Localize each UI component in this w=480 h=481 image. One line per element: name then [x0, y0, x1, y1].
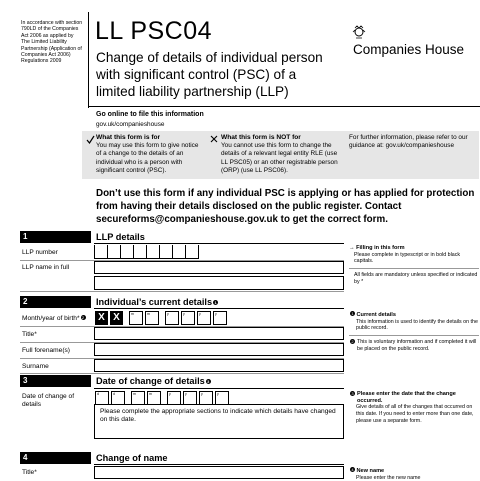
year-digit[interactable]: y: [181, 311, 195, 325]
online-label: Go online to file this information: [96, 111, 204, 118]
filling-note-text: Please complete in typescript or in bold black capitals.: [354, 251, 460, 265]
royal-crest-icon: [352, 25, 366, 40]
divider: [94, 464, 344, 465]
year-digit[interactable]: y: [199, 391, 213, 405]
day-digit[interactable]: d: [111, 391, 125, 405]
voluntary-note-text: This is voluntary information and if completed it will be placed on the public record.: [357, 339, 477, 352]
section-2-title: Individual’s current details 1: [96, 297, 217, 307]
divider: [20, 373, 344, 374]
month-digit[interactable]: m: [145, 311, 159, 325]
further-info: For further information, please refer to our guidance at: gov.uk/companieshouse: [349, 134, 468, 150]
date-change-note-text: Give details of all of the changes that occurred on this date. If you need to enter more than one date, please use a separate form.: [356, 404, 474, 424]
day-masked-2: X: [110, 311, 123, 325]
current-details-note-text: This information is used to identify the details on the public record.: [356, 318, 478, 332]
day-masked-1: X: [95, 311, 108, 325]
for-text: You may use this form to give notice of a change to the details of an individual who is a person with significant control (PSC).: [96, 142, 199, 175]
divider: [88, 106, 480, 107]
new-name-note: 4 New name Please enter the new name: [349, 467, 479, 481]
online-link[interactable]: gov.uk/companieshouse: [96, 121, 165, 128]
year-digit[interactable]: y: [167, 391, 181, 405]
year-digit[interactable]: y: [213, 311, 227, 325]
form-code: LL PSC04: [95, 17, 213, 45]
not-for-text: You cannot use this form to change the details of a relevant legal entity RLE (use LL PSC05) or an other registrable person (ORP) (use LL PSC06).: [221, 142, 338, 175]
for-title: What this form is for: [96, 134, 161, 141]
companies-house-logo: Companies House: [353, 42, 465, 57]
new-name-note-text: Please enter the new name: [356, 474, 421, 481]
forenames-input[interactable]: [94, 343, 344, 356]
filling-note-title: Filling in this form: [356, 245, 405, 251]
llp-number-label: LLP number: [22, 249, 58, 256]
checkmark-icon: [86, 135, 95, 144]
divider: [20, 291, 344, 292]
llp-name-label: LLP name in full: [22, 264, 70, 271]
date-of-change-input[interactable]: [95, 391, 229, 405]
month-year-label: Month/year of birth* 2: [22, 315, 85, 322]
forenames-label: Full forename(s): [22, 347, 71, 354]
llp-number-input[interactable]: [94, 245, 199, 259]
new-name-note-title: New name: [356, 468, 385, 474]
cross-icon: [210, 135, 218, 143]
divider: [94, 308, 344, 309]
month-year-input[interactable]: [95, 311, 227, 325]
section-3-number: 3: [20, 375, 91, 387]
section-1-title: LLP details: [96, 232, 145, 242]
year-digit[interactable]: y: [165, 311, 179, 325]
surname-label: Surname: [22, 363, 49, 370]
legal-note: In accordance with section 790LD of the Companies Act 2006 as applied by The Limited Liability Partnership (Application of Companies Act 2006) Regulations 2009: [21, 20, 83, 65]
month-digit[interactable]: m: [129, 311, 143, 325]
section-3-title: Date of change of details 3: [96, 376, 210, 386]
llp-name-input-2[interactable]: [94, 276, 344, 290]
year-digit[interactable]: y: [183, 391, 197, 405]
filling-note: → Filling in this form Please complete in typescript or in bold black capitals. All fields are mandatory unless specified or indicated by *: [349, 245, 478, 285]
year-digit[interactable]: y: [197, 311, 211, 325]
month-digit[interactable]: m: [131, 391, 145, 405]
divider: [94, 388, 344, 389]
section-1-number: 1: [20, 231, 91, 243]
divider: [94, 243, 344, 244]
date-of-change-instructions: Please complete the appropriate sections to indicate which details have changed on this date.: [94, 404, 344, 439]
not-for-title: What this form is NOT for: [221, 134, 301, 141]
new-title-label: Title*: [22, 469, 37, 476]
new-title-input[interactable]: [94, 466, 344, 479]
filling-note-text-2: All fields are mandatory unless specified or indicated by *: [349, 268, 479, 285]
month-digit[interactable]: m: [147, 391, 161, 405]
current-details-note: 1 Current details This information is used to identify the details on the public record. 2 This is voluntary information and if completed it will be placed on the public record.: [349, 311, 479, 353]
form-title: Change of details of individual person with significant control (PSC) of a limited liability partnership (LLP): [96, 50, 323, 99]
day-digit[interactable]: d: [95, 391, 109, 405]
surname-input[interactable]: [94, 359, 344, 372]
llp-name-input[interactable]: [94, 261, 344, 274]
section-4-number: 4: [20, 452, 91, 464]
title-input[interactable]: [94, 327, 344, 340]
date-change-note-title: Please enter the date that the change occurred.: [357, 391, 456, 404]
section-2-number: 2: [20, 296, 91, 308]
current-details-note-title: Current details: [356, 312, 396, 318]
date-of-change-label: Date of change of details: [22, 393, 75, 408]
warning-text: Don’t use this form if any individual PSC is applying or has applied for protection from having their details disclosed on the public register. Contact secureforms@companieshouse.gov.uk to get the correct form.: [96, 188, 475, 225]
header-divider: [88, 12, 89, 108]
section-4-title: Change of name: [96, 453, 168, 463]
year-digit[interactable]: y: [215, 391, 229, 405]
date-change-note: 3 Please enter the date that the change occurred. Give details of all of the changes that occurred on this date. If you need to enter more than one date, please use a separate form.: [349, 391, 479, 425]
title-label: Title*: [22, 331, 37, 338]
